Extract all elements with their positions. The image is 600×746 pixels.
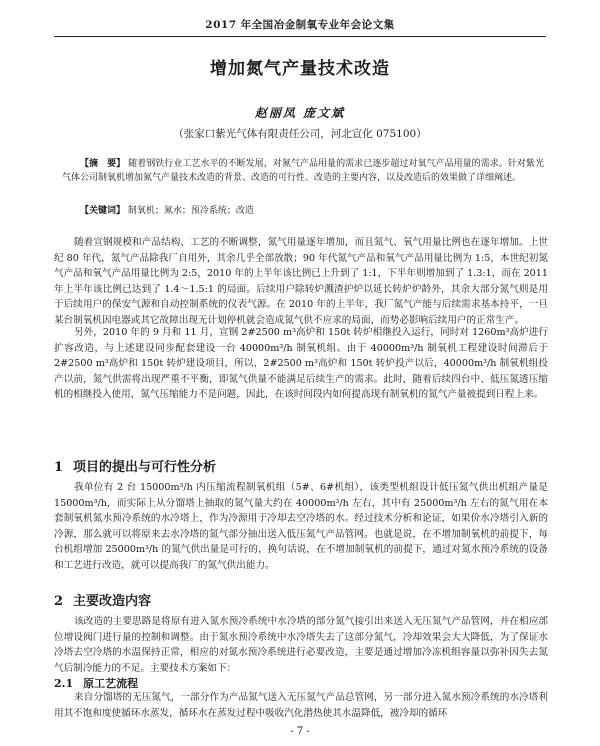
section-2-number: 2	[54, 594, 64, 609]
intro-paragraph-1: 随着宣钢规模和产品结构、工艺的不断调整，氮气用量逐年增加，而且氮气、氧气用量比例也在逐年增加。上世纪 80 年代，氮气产品除我厂自用外，其余几乎全部放散；90 年代氮气产品和氧气产品用量比例为 1:5，本世纪初氮气产品和氧气产品用量比例为 2:5，2010 年的上半年该比例已上升到了 1:1，下半年则增加到了 1.3:1，而在 2011 年上半年该比例已达到了 1.4～1.5:1 的局面。后续用户除转炉溅渣护炉以延长转炉炉龄外，其余大部分氮气则是用于后续用户的保安气源和自动控制系统的仪表气源。在 2010 年的上半年，我厂氮气产能与后续需求基本持平，一旦某台制氧机因电器或其它故障出现无计划停机就会造成氮气供不应求的局面，而势必影响后续用户的正常生产。	[54, 237, 548, 326]
paper-title: 增加氮气产量技术改造	[210, 59, 390, 79]
abstract-label: 【摘 要】	[80, 159, 126, 169]
section-2-title: 主要改造内容	[73, 594, 152, 609]
paper-authors: 赵丽凤 庞文斌	[254, 106, 346, 120]
keywords	[80, 203, 254, 216]
subsection-heading-2-1	[54, 675, 138, 691]
keywords-text: 制氧机；氮水；预冷系统；改造	[127, 206, 254, 216]
subsection-2-1-paragraph: 来自分馏塔的无压氮气，一部分作为产品氮气送入无压氮气产品总管网，另一部分进入氮水预冷系统的水冷塔利用其不饱和度使循环水蒸发，循环水在蒸发过程中吸收汽化潜热使其水温降低，被冷却的循环	[54, 692, 548, 719]
keywords-label: 【关键词】	[80, 206, 126, 216]
paper-affiliation: （张家口紫光气体有限责任公司，河北宣化 075100）	[173, 128, 427, 140]
section-heading-1	[54, 456, 216, 475]
subsection-2-1-title: 原工艺流程	[83, 677, 139, 690]
section-1-number: 1	[54, 460, 64, 475]
section-2-paragraph: 该改造的主要思路是将原有进入氮水预冷系统中水冷塔的部分氮气接引出来送入无压氮气产品管网，并在相应部位增设阀门进行量的控制和调整。由于氮水预冷系统中水冷塔失去了这部分氮气，冷却效果会大大降低，为了保证水冷塔去空冷塔的水温保持正常，相应的对氮水预冷系统进行必要改造，主要是通过增加冷冻机组容量以弥补因失去氮气后制冷能力的不足。主要技术方案如下：	[54, 616, 548, 674]
running-header: 2017 年全国冶金制氧专业年会论文集	[205, 19, 395, 31]
section-1-paragraph: 我单位有 2 台 15000m³/h 内压缩流程制氧机组（5#、6#机组），该类型机组设计低压氮气供出机组产量是 15000m³/h，而实际上从分馏塔上抽取的氮气量大约在 40000m³/h 左右，其中有 25000m³/h 左右的氮气用在本套制氧机氮水预冷系统的水冷塔上，作为冷源用于冷却去空冷塔的水。经过技术分析和论证，如果价水冷塔引入新的冷源，那么就可以将原来去水冷塔的氮气部分抽出送入低压氮气产品管网。也就是说，在不增加制氧机的前提下，每台机组增加 25000m³/h 的氮气供出量是可行的，换句话说，在不增加制氧机的前提下，通过对氮水预冷系统的设备和工艺进行改造，就可以提高我厂的氮气供出能力。	[54, 482, 548, 571]
page-number: - 7 -	[290, 726, 310, 737]
header-divider	[54, 36, 546, 37]
section-heading-2	[54, 590, 151, 609]
abstract	[62, 157, 544, 185]
section-1-title: 项目的提出与可行性分析	[73, 460, 217, 475]
subsection-2-1-number: 2.1	[54, 677, 74, 690]
intro-paragraph-2: 另外，2010 年的 9 月和 11 月，宣钢 2#2500 m³高炉和 150t 转炉相继投入运行，同时对 1260m³高炉进行扩容改造，与上述建设同步配套建设一台 40000m³/h 制氧机组。由于 40000m³/h 制氧机工程建设时间滞后于 2#2500 m³高炉和 150t 转炉建设项目，所以，2#2500 m³高炉和 150t 转炉投产以后，40000m³/h 制氧机组投产以前，氮气供需将出现严重不平衡，即氮气供量不能满足后续生产的需求。此时，随着后续四台中、低压氮透压缩机的相继投入使用，氮气压缩能力不是问题，因此，在该时间段内如何提高现有制氧机的氮气产量被提到日程上来。	[54, 327, 548, 401]
abstract-text: 随着钢铁行业工艺水平的不断发展，对氮气产品用量的需求已逐步超过对氧气产品用量的需求。针对紫光气体公司制氧机增加氮气产量技术改造的背景、改造的可行性、改造的主要内容，以及改造后的效果做了详细阐述。	[62, 159, 544, 183]
